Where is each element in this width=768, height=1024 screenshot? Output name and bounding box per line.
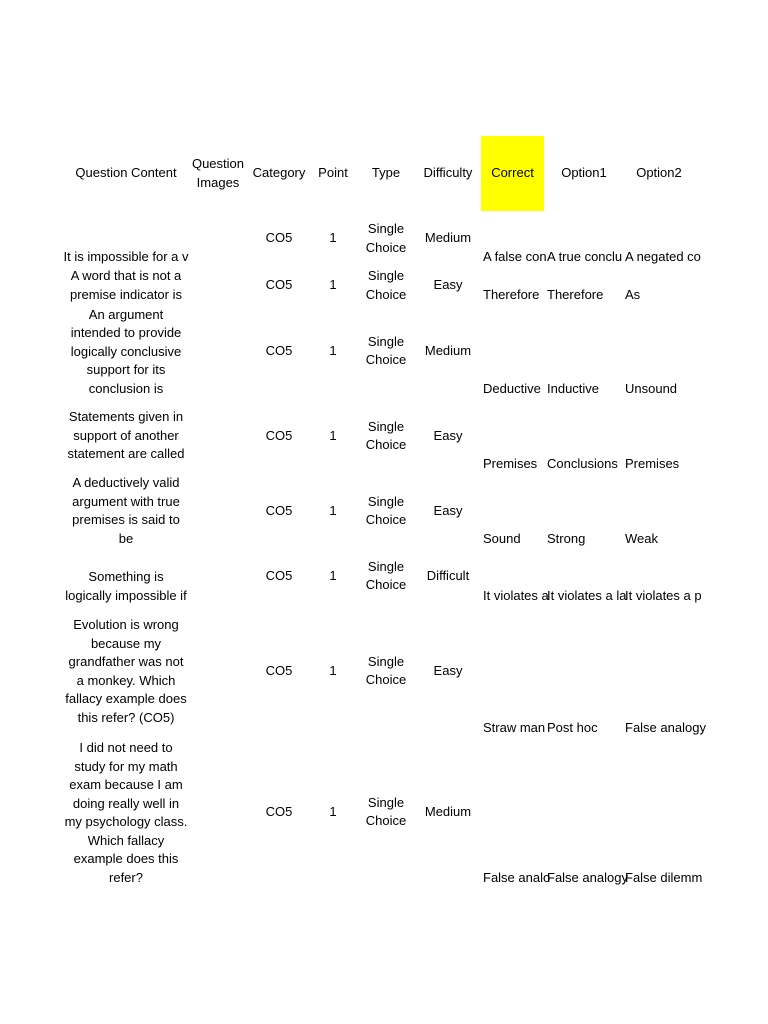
row-4-difficulty: Easy	[433, 427, 463, 443]
header-correct: Correct	[481, 136, 544, 211]
row-5-option1: Strong	[547, 530, 586, 546]
row-4-point: 1	[329, 427, 337, 443]
row-7-difficulty: Easy	[433, 662, 463, 678]
row-2-correct: Therefore	[483, 286, 540, 302]
header-point: Point	[318, 165, 348, 181]
row-3-difficulty: Medium	[424, 342, 472, 358]
row-5-category: CO5	[265, 502, 293, 518]
header-question-images: Question Images	[191, 156, 245, 190]
row-3-correct: Deductive	[483, 380, 541, 396]
row-7-correct: Straw man	[483, 719, 546, 735]
header-option2: Option2	[636, 165, 682, 181]
row-4-category: CO5	[265, 427, 293, 443]
row-5-option2: Weak	[625, 530, 658, 546]
row-5-difficulty: Easy	[433, 502, 463, 518]
row-5-type: Single Choice	[365, 493, 407, 527]
row-1-difficulty: Medium	[424, 229, 472, 245]
row-8-category: CO5	[265, 803, 293, 819]
row-6-question: Something is logically impossible if	[65, 569, 187, 603]
header-difficulty: Difficulty	[423, 165, 473, 181]
header-type: Type	[371, 165, 401, 181]
row-2-category: CO5	[265, 277, 293, 293]
row-3-point: 1	[329, 342, 337, 358]
row-3-question: An argument intended to provide logically conclusive support for its conclusion is	[70, 306, 182, 396]
row-1-category: CO5	[265, 229, 293, 245]
row-6-type: Single Choice	[365, 558, 407, 592]
row-2-option2: As	[625, 286, 641, 302]
row-6-point: 1	[329, 567, 337, 583]
row-2-option1: Therefore	[547, 286, 604, 302]
row-5-question: A deductively valid argument with true premises is said to be	[72, 475, 180, 546]
row-7-option2: False analogy	[625, 719, 706, 735]
row-8-option2: False dilemm	[625, 869, 703, 885]
row-2-point: 1	[329, 277, 337, 293]
row-2-question: A word that is not a premise indicator is	[70, 268, 182, 302]
row-7-option1: Post hoc	[547, 719, 598, 735]
row-4-correct: Premises	[483, 455, 538, 471]
row-7-type: Single Choice	[365, 653, 407, 687]
row-7-point: 1	[329, 662, 337, 678]
row-8-point: 1	[329, 803, 337, 819]
row-3-category: CO5	[265, 342, 293, 358]
row-6-category: CO5	[265, 567, 293, 583]
row-2-type: Single Choice	[365, 268, 407, 302]
row-8-question: I did not need to study for my math exam because I am doing really well in my psychology class. Which fallacy example does this refer?	[64, 740, 188, 885]
row-7-category: CO5	[265, 662, 293, 678]
row-4-type: Single Choice	[365, 418, 407, 452]
row-5-point: 1	[329, 502, 337, 518]
row-6-correct: It violates a	[483, 587, 549, 603]
row-3-option2: Unsound	[625, 380, 678, 396]
row-1-question: It is impossible for a v	[63, 248, 189, 264]
header-option1: Option1	[561, 165, 607, 181]
row-3-option1: Inductive	[547, 380, 600, 396]
row-1-correct: A false con	[483, 248, 547, 264]
row-3-type: Single Choice	[365, 333, 407, 367]
header-category: Category	[252, 165, 306, 181]
row-8-option1: False analogy	[547, 869, 628, 885]
row-8-difficulty: Medium	[424, 803, 472, 819]
row-4-question: Statements given in support of another statement are called	[67, 409, 185, 462]
row-6-difficulty: Difficult	[426, 567, 470, 583]
row-6-option1: It violates a la	[547, 587, 627, 603]
row-1-option2: A negated co	[625, 248, 701, 264]
row-1-point: 1	[329, 229, 337, 245]
row-8-correct: False analo	[483, 869, 551, 885]
row-6-option2: It violates a p	[625, 587, 702, 603]
row-5-correct: Sound	[483, 530, 521, 546]
row-2-difficulty: Easy	[433, 277, 463, 293]
row-4-option1: Conclusions	[547, 455, 618, 471]
row-8-type: Single Choice	[365, 794, 407, 828]
row-4-option2: Premises	[625, 455, 680, 471]
header-question-content: Question Content	[75, 165, 177, 181]
row-1-option1: A true conclu	[547, 248, 623, 264]
row-7-question: Evolution is wrong because my grandfather was not a monkey. Which fallacy example does this refer? (CO5)	[65, 617, 187, 725]
row-1-type: Single Choice	[365, 221, 407, 255]
